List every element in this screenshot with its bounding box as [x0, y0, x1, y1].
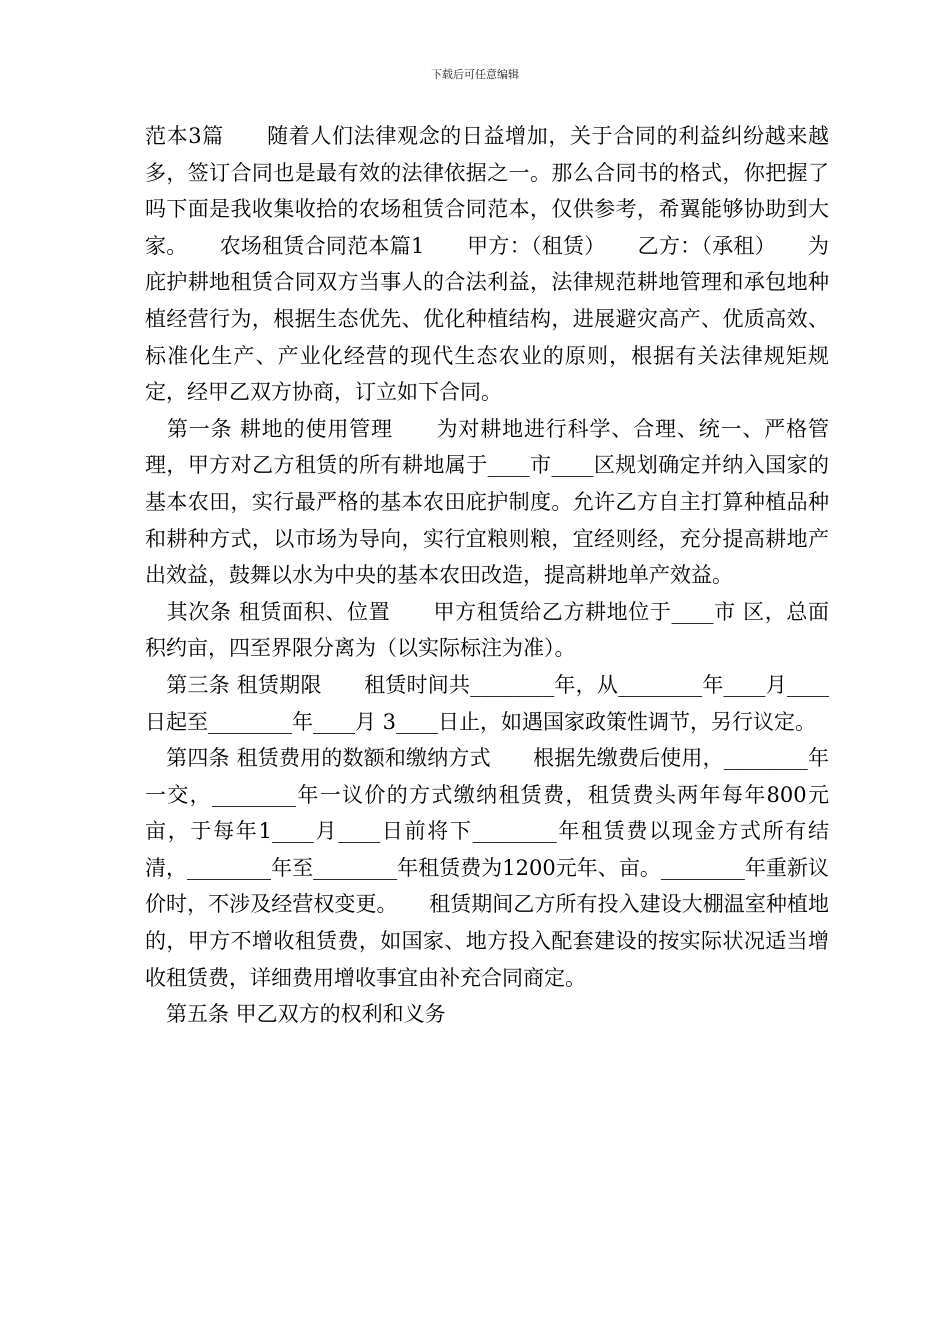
header-note: 下载后可任意编辑 [431, 68, 519, 81]
article-3-paragraph: 第三条 租赁期限 租赁时间共________年，从________年____月____日起至________年____月 3____日止，如遇国家政策性调节，另行议定。 [145, 672, 829, 734]
article-4-paragraph: 第四条 租赁费用的数额和缴纳方式 根据先缴费后使用，________年一交，________年一议价的方式缴纳租赁费，租赁费头两年每年800元亩，于每年1____月____日前将下________年租赁费以现金方式所有结清，________年至________年租赁费为1200元年、亩。________年重新议价时，不涉及经营权变更。 租赁期间乙方所有投入建设大棚温室种植地的，甲方不增收租赁费，如国家、地方投入配套建设的按实际状况适当增收租赁费，详细费用增收事宜由补充合同商定。 [145, 746, 829, 990]
article-2-paragraph: 其次条 租赁面积、位置 甲方租赁给乙方耕地位于____市 区，总面积约亩，四至界限分离为（以实际标注为准）。 [145, 599, 829, 661]
contract-body [145, 118, 829, 1033]
intro-paragraph: 范本3篇 随着人们法律观念的日益增加，关于合同的利益纠纷越来越多，签订合同也是最有效的法律依据之一。那么合同书的格式，你把握了吗下面是我收集收拾的农场租赁合同范本，仅供参考，希翼能够协助到大家。 农场租赁合同范本篇1 甲方：（租赁） 乙方：（承租） 为庇护耕地租赁合同双方当事人的合法利益，法律规范耕地管理和承包地种植经营行为，根据生态优先、优化种植结构，进展避灾高产、优质高效、标准化生产、产业化经营的现代生态农业的原则，根据有关法律规矩规定，经甲乙双方协商，订立如下合同。 [145, 124, 829, 405]
article-1-paragraph: 第一条 耕地的使用管理 为对耕地进行科学、合理、统一、严格管理，甲方对乙方租赁的所有耕地属于____市____区规划确定并纳入国家的基本农田，实行最严格的基本农田庇护制度。允许乙方自主打算种植品种和耕种方式，以市场为导向，实行宜粮则粮，宜经则经，充分提高耕地产出效益，鼓舞以水为中央的基本农田改造，提高耕地单产效益。 [145, 416, 829, 588]
article-5-heading: 第五条 甲乙双方的权利和义务 [145, 1002, 446, 1027]
